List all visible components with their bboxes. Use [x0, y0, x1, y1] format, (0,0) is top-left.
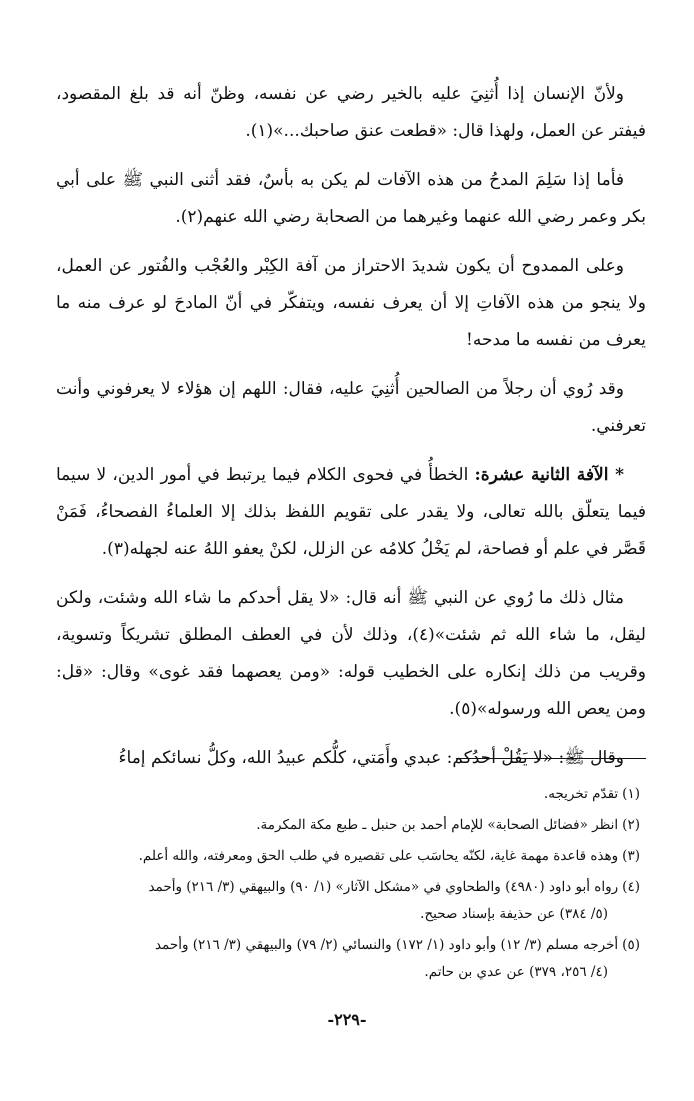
main-text [56, 76, 646, 789]
paragraph-1: ولأنّ الإنسان إذا أُثنِيَ عليه بالخير رضي عن نفسه، وظنّ أنه قد بلغ المقصود، فيفتر عن العمل، ولهذا قال: «قطعت عنق صاحبك...»(١). [56, 84, 646, 141]
section-heading: * الآفة الثانية عشرة: [474, 465, 624, 485]
footnote-3: (٣)وهذه قاعدة مهمة غاية، لكنّه يحاسَب على تقصيره في طلب الحق ومعرفته، والله أعلم. [138, 848, 640, 864]
paragraph-4: وقد رُوي أن رجلاً من الصالحين أُثنِيَ عليه، فقال: اللهم إن هؤلاء لا يعرفوني وأنت تعرفني. [56, 379, 646, 436]
footnote-5: (٥)أخرجه مسلم (٣/ ١٢) وأبو داود (١/ ١٧٢) والنسائي (٢/ ٧٩) والبيهقي (٣/ ٢١٦) وأحمد (٤/ ٢٥٦، ٣٧٩) عن عدي بن حاتم. [154, 937, 640, 980]
paragraph-7: وقال ﷺ: «لا يَقُلْ أحدُكم: عبدي وأَمَتي، كلُّكم عبيدُ الله، وكلُّ نسائكم إماءُ [118, 748, 624, 768]
paragraph-2: فأما إذا سَلِمَ المدحُ من هذه الآفات لم يكن به بأسٌ، فقد أثنى النبي ﷺ على أبي بكر وعمر رضي الله عنهما وغيرهما من الصحابة رضي الله عنهم(٢). [56, 170, 646, 227]
footnote-2: (٢)انظر «فضائل الصحابة» للإمام أحمد بن حنبل ـ طبع مكة المكرمة. [256, 817, 640, 833]
footnote-divider [456, 758, 646, 759]
footnote-4: (٤)رواه أبو داود (٤٩٨٠) والطحاوي في «مشكل الآثار» (١/ ٩٠) والبيهقي (٣/ ٢١٦) وأحمد (٥/ ٣٨٤) عن حذيفة بإسناد صحيح. [148, 879, 640, 922]
footnote-1: (١)تقدّم تخريجه. [543, 786, 640, 802]
paragraph-5: * الآفة الثانية عشرة: الخطأُ في فحوى الكلام فيما يرتبط في أمور الدين، لا سيما فيما يتعلّق بالله تعالى، ولا يقدر على تقويم اللفظ بذلك إلا العلماءُ الفصحاءُ، فَمَنْ قَصَّر في علم أو فصاحة، لم يَخْلُ كلامُه عن الزلل، لكنْ يعفو اللهُ عنه لجهله(٣). [56, 465, 646, 559]
paragraph-3: وعلى الممدوح أن يكون شديدَ الاحتراز من آفة الكِبْر والعُجْب والفُتور عن العمل، ولا ينجو من هذه الآفاتِ إلا أن يعرف نفسه، ويتفكّر في أنّ المادحَ لو عرف منه ما يعرف من نفسه ما مدحه! [56, 256, 646, 350]
paragraph-6: مثال ذلك ما رُوي عن النبي ﷺ أنه قال: «لا يقل أحدكم ما شاء الله وشئت، ولكن ليقل، ما شاء الله ثم شئت»(٤)، وذلك لأن في العطف المطلق تشريكاً وتسوية، وقريب من ذلك إنكاره على الخطيب قوله: «ومن يعصهما فقد غوى» وقال: «قل: ومن يعص الله ورسوله»(٥). [56, 588, 646, 719]
page-number: -٢٢٩- [327, 1010, 367, 1029]
footnotes [56, 758, 646, 990]
